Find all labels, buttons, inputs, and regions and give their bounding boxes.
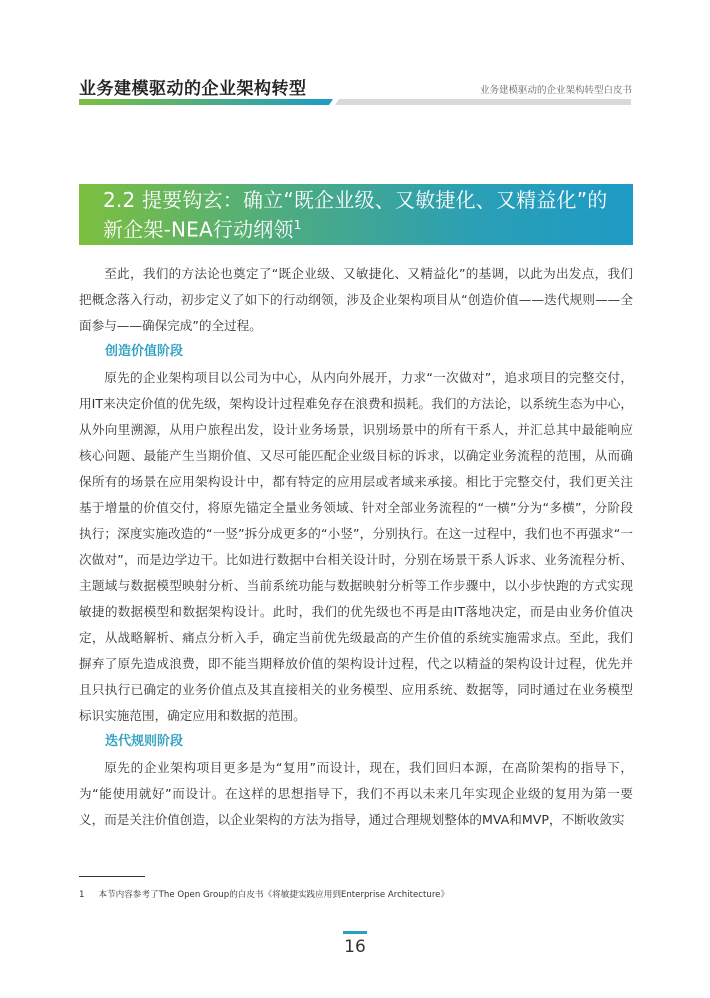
heading-iterate-rules: 迭代规则阶段 [105, 734, 184, 749]
body-content [79, 261, 633, 833]
section-banner [79, 184, 633, 245]
page-number-accent [343, 931, 367, 934]
header-subtitle: 业务建模驱动的企业架构转型白皮书 [479, 85, 632, 96]
section-title: 2.2 提要钩玄：确立“既企业级、又敏捷化、又精益化”的新企架-NEA行动纲领$^1$ [103, 188, 608, 242]
intro-paragraph: 至此，我们的方法论也奠定了“既企业级、又敏捷化、又精益化”的基调，以此为出发点，我们把概念落入行动，初步定义了如下的行动纲领，涉及企业架构项目从“创造价值——迭代规则——全面参与——确保完成”的全过程。 [79, 266, 633, 333]
footnote-ref[interactable]: 1 [293, 218, 302, 232]
heading-create-value: 创造价值阶段 [105, 344, 184, 359]
header-divider [79, 99, 631, 105]
header-title: 业务建模驱动的企业架构转型 [79, 79, 307, 99]
footnote-divider [79, 876, 145, 877]
create-value-paragraph: 原先的企业架构项目以公司为中心，从内向外展开，力求“一次做对”，追求项目的完整交付，用IT来决定价值的优先级，架构设计过程难免存在浪费和损耗。我们的方法论，以系统生态为中心，从外向里溯源，从用户旅程出发，设计业务场景，识别场景中的所有干系人，并汇总其中最能响应核心问题、最能产生当期价值、又尽可能匹配企业级目标的诉求，以确定业务流程的范围，从而确保所有的场景在应用架构设计中，都有特定的应用层或者域来承接。相比于完整交付，我们更关注基于增量的价值交付，将原先锚定全量业务领域、针对全部业务流程的“一横”分为“多横”，分阶段执行；深度实施改造的“一竖”拆分成更多的“小竖”，分别执行。在这一过程中，我们也不再强求“一次做对”，而是边学边干。比如进行数据中台相关设计时，分别在场景干系人诉求、业务流程分析、主题域与数据模型映射分析、当前系统功能与数据映射分析等工作步骤中，以小步快跑的方式实现敏捷的数据模型和数据架构设计。此时，我们的优先级也不再是由IT落地决定，而是由业务价值决定，从战略解析、痛点分析入手，确定当前优先级最高的产生价值的系统实施需求点。至此，我们摒弃了原先造成浪费，即不能当期释放价值的架构设计过程，代之以精益的架构设计过程，优先并且只执行已确定的业务价值点及其直接相关的业务模型、应用系统、数据等，同时通过在业务模型标识实施范围，确定应用和数据的范围。 [79, 370, 633, 723]
footnote [79, 888, 449, 900]
footnote-number: 1 [79, 890, 85, 900]
iterate-rules-paragraph: 原先的企业架构项目更多是为“复用”而设计，现在，我们回归本源，在高阶架构的指导下，为“能使用就好”而设计。在这样的思想指导下，我们不再以未来几年实现企业级的复用为第一要义，而是关注价值创造，以企业架构的方法为指导，通过合理规划整体的MVA和MVP，不断收敛实 [79, 760, 633, 827]
page-number: 16 [344, 937, 366, 957]
footnote-text: 本节内容参考了The Open Group的白皮书《将敏捷实践应用到Enterprise Architecture》 [98, 890, 450, 900]
